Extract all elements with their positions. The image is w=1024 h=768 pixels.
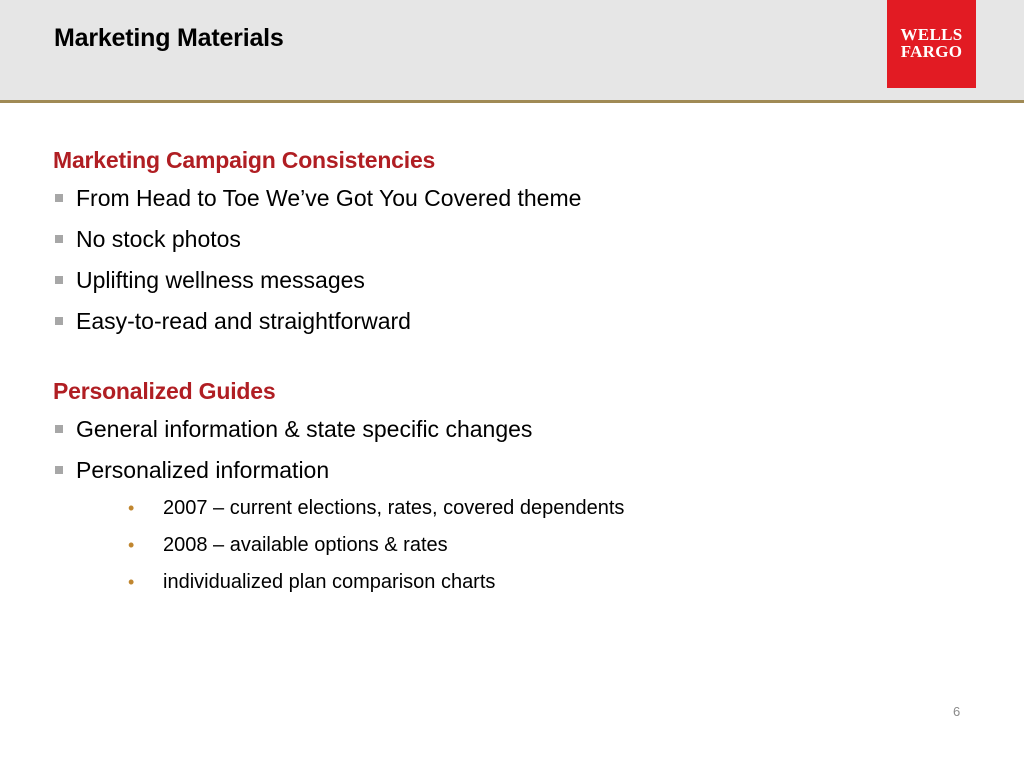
sub-bullet-list [76,496,973,594]
dot-bullet-icon: • [128,535,135,555]
square-bullet-icon [55,276,63,284]
list-item [53,456,973,594]
sub-bullet-text: individualized plan comparison charts [163,571,496,593]
header-divider [0,100,1024,103]
bullet-text: Uplifting wellness messages [76,267,365,293]
bullet-list [53,184,973,335]
sub-list-item [76,570,973,594]
dot-bullet-icon: • [128,498,135,518]
list-item [53,307,973,335]
bullet-text: General information & state specific changes [76,416,533,442]
list-item [53,184,973,212]
square-bullet-icon [55,194,63,202]
section-marketing-campaign [53,146,973,335]
sub-list-item [76,496,973,520]
list-item [53,266,973,294]
page-title: Marketing Materials [54,24,284,52]
bullet-text: No stock photos [76,226,241,252]
list-item [53,225,973,253]
page-number: 6 [953,704,961,719]
square-bullet-icon [55,317,63,325]
bullet-text: Easy-to-read and straightforward [76,308,411,334]
dot-bullet-icon: • [128,572,135,592]
list-item [53,415,973,443]
square-bullet-icon [55,235,63,243]
bullet-list [53,415,973,594]
sub-bullet-text: 2008 – available options & rates [163,534,448,556]
logo-line-1: WELLS [900,25,963,44]
wells-fargo-logo [887,0,976,88]
sub-list-item [76,533,973,557]
slide-content [53,146,973,594]
logo-line-2: FARGO [900,42,963,61]
square-bullet-icon [55,466,63,474]
section-heading: Marketing Campaign Consistencies [53,147,436,173]
sub-bullet-text: 2007 – current elections, rates, covered dependents [163,497,625,519]
section-heading: Personalized Guides [53,378,276,404]
bullet-text: From Head to Toe We’ve Got You Covered theme [76,185,582,211]
section-personalized-guides [53,377,973,594]
square-bullet-icon [55,425,63,433]
bullet-text: Personalized information [76,457,330,483]
